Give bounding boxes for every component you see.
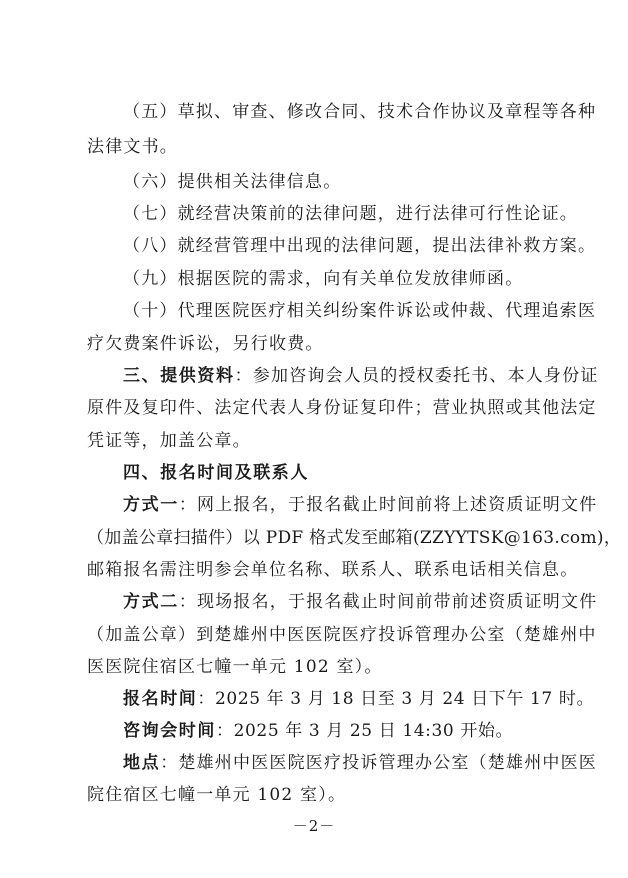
location-label: 地点 [123, 753, 161, 773]
method-1-line-2: （加盖公章扫描件）以 PDF 格式发至邮箱(ZZYYTSK@163.com)， [87, 528, 622, 548]
method-1-line-1 [123, 494, 597, 516]
method-2-line-1-text: ：现场报名，于报名截止时间前带前述资质证明文件 [178, 592, 598, 612]
section-3-line-3: 凭证等，加盖公章。 [87, 431, 251, 451]
section-3-line-1 [123, 365, 599, 387]
section-3-heading: 三、提供资料 [123, 366, 235, 386]
location-line-1-text: ：楚雄州中医医院医疗投诉管理办公室（楚雄州中医医 [160, 753, 598, 773]
signup-time-label: 报名时间 [123, 689, 198, 709]
item-5-line-1: （五）草拟、审查、修改合同、技术合作协议及章程等各种 [123, 102, 597, 122]
method-2-label: 方式二 [123, 592, 179, 612]
item-9: （九）根据医院的需求，向有关单位发放律师函。 [123, 269, 524, 289]
item-8: （八）就经营管理中出现的法律问题，提出法律补救方案。 [123, 236, 597, 256]
section-4-heading: 四、报名时间及联系人 [123, 463, 309, 483]
method-2-line-3: 医医院住宿区七幢一单元 102 室）。 [87, 657, 383, 677]
page-footer [0, 815, 628, 836]
item-10-line-1: （十）代理医院医疗相关纠纷案件诉讼或仲裁、代理追索医 [123, 301, 597, 321]
signup-time-value: ：2025 年 3 月 18 日至 3 月 24 日下午 17 时。 [197, 689, 595, 709]
signup-time [123, 688, 594, 710]
method-1-line-3: 邮箱报名需注明参会单位名称、联系人、联系电话相关信息。 [87, 560, 579, 580]
section-3-line-1-text: ：参加咨询会人员的授权委托书、本人身份证 [234, 366, 599, 386]
page-number: －2－ [292, 817, 336, 835]
meeting-time-label: 咨询会时间 [123, 721, 216, 741]
location-line-1 [123, 752, 597, 774]
item-10-line-2: 疗欠费案件诉讼，另行收费。 [87, 334, 324, 354]
item-6: （六）提供相关法律信息。 [123, 172, 342, 192]
method-2-line-2: （加盖公章）到楚雄州中医医院医疗投诉管理办公室（楚雄州中 [87, 625, 597, 645]
meeting-time-value: ：2025 年 3 月 25 日 14:30 开始。 [216, 721, 514, 741]
meeting-time [123, 720, 513, 742]
item-7: （七）就经营决策前的法律问题，进行法律可行性论证。 [123, 204, 578, 224]
section-3-line-2: 原件及复印件、法定代表人身份证复印件；营业执照或其他法定 [87, 398, 597, 418]
method-2-line-1 [123, 591, 597, 613]
method-1-line-1-text: ：网上报名，于报名截止时间前将上述资质证明文件 [178, 495, 598, 515]
method-1-label: 方式一 [123, 495, 179, 515]
location-line-2: 院住宿区七幢一单元 102 室）。 [87, 785, 347, 805]
item-5-line-2: 法律文书。 [87, 137, 178, 157]
